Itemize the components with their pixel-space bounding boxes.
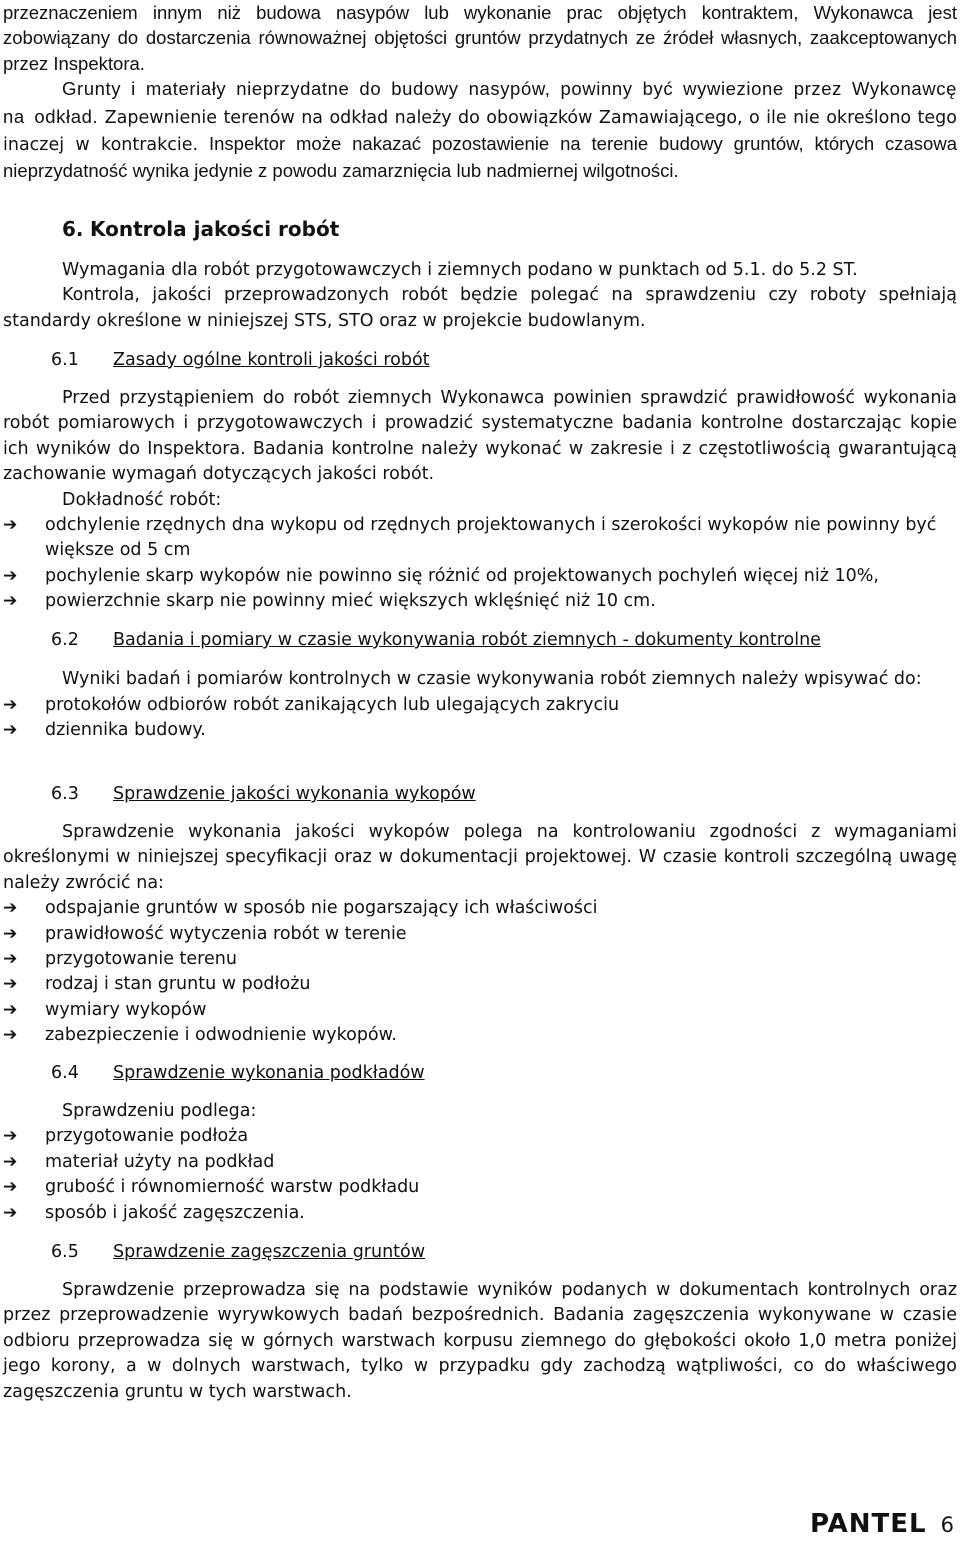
arrow-right-icon: ➔ <box>3 695 18 715</box>
intro-block <box>3 0 957 186</box>
subsection-title: Sprawdzenie wykonania podkładów <box>113 1063 425 1083</box>
page-footer <box>810 1509 954 1540</box>
s63-paragraph: Sprawdzenie wykonania jakości wykopów polega na kontrolowaniu zgodności z wymaganiami określonymi w niniejszej specyfikacji oraz w dokumentacji projektowej. W czasie kontroli szczególną uwagę należy zwrócić na: <box>3 822 957 893</box>
intro-sentence-a: Grunty i materiały nieprzydatne do budowy nasypów, powinny być wywiezione przez Wykonawcę na odkład. <box>3 78 957 127</box>
subsection-body-6-4 <box>3 1099 957 1226</box>
arrow-right-icon: ➔ <box>3 999 18 1020</box>
arrow-right-icon: ➔ <box>3 720 18 741</box>
section-heading <box>62 217 942 242</box>
subsection-body-6-5 <box>3 1278 957 1405</box>
arrow-right-icon: ➔ <box>3 565 18 586</box>
s61-list <box>3 513 957 615</box>
s62-list <box>3 693 957 744</box>
list-item: ➔ przygotowanie terenu <box>3 947 957 972</box>
list-item: ➔ sposób i jakość zagęszczenia. <box>3 1201 957 1226</box>
subsection-heading-6-4 <box>51 1061 951 1086</box>
s63-list <box>3 896 957 1048</box>
subsection-heading-6-3 <box>51 782 951 807</box>
subsection-heading-6-1 <box>51 348 951 373</box>
subsection-title: Sprawdzenie jakości wykonania wykopów <box>113 784 476 804</box>
subsection-title: Sprawdzenie zagęszczenia gruntów <box>113 1242 426 1262</box>
s65-paragraph: Sprawdzenie przeprowadza się na podstawie wyników podanych w dokumentach kontrolnych oraz przez przeprowadzenie wyrywkowych badań bezpośrednich. Badania zagęszczenia wykonywane w czasie odbioru przeprowadza się w górnych warstwach korpusu ziemnego do głębokości około 1,0 metra poniżej jego korony, a w dolnych warstwach, tylko w przypadku gdy zachodzą wątpliwości, co do właściwego zagęszczenia gruntu w tych warstwach. <box>3 1280 957 1402</box>
subsection-number: 6.4 <box>51 1063 79 1083</box>
list-item: ➔ powierzchnie skarp nie powinny mieć większych wklęśnięć niż 10 cm. <box>3 589 957 614</box>
subsection-title: Zasady ogólne kontroli jakości robót <box>113 350 430 370</box>
arrow-right-icon: ➔ <box>3 974 18 995</box>
arrow-right-icon: ➔ <box>3 1202 18 1223</box>
arrow-right-icon: ➔ <box>3 898 18 919</box>
arrow-right-icon: ➔ <box>3 591 18 612</box>
section-title: Kontrola jakości robót <box>90 217 340 241</box>
list-item: ➔ protokołów odbiorów robót zanikających lub ulegających zakryciu <box>3 693 957 718</box>
subsection-body-6-2 <box>3 666 957 744</box>
list-item: ➔ materiał użyty na podkład <box>3 1150 957 1175</box>
section6-paragraph-1: Wymagania dla robót przygotowawczych i ziemnych podano w punktach od 5.1. do 5.2 ST. <box>62 260 858 280</box>
list-item: ➔ pochylenie skarp wykopów nie powinno się różnić od projektowanych pochyleń więcej niż 10%, <box>3 564 957 589</box>
arrow-right-icon: ➔ <box>3 1025 18 1046</box>
subsection-heading-6-5 <box>51 1240 951 1265</box>
section6-paragraph-2: Kontrola, jakości przeprowadzonych robót będzie polegać na sprawdzeniu czy roboty spełniają standardy określone w niniejszej STS, STO oraz w projekcie budowlanym. <box>3 285 957 331</box>
footer-brand: PANTEL <box>810 1509 927 1539</box>
subsection-body-6-3 <box>3 820 957 1049</box>
list-item: ➔ zabezpieczenie i odwodnienie wykopów. <box>3 1023 957 1048</box>
s64-list <box>3 1124 957 1226</box>
subsection-title: Badania i pomiary w czasie wykonywania robót ziemnych - dokumenty kontrolne <box>113 630 821 650</box>
intro-paragraph-2 <box>3 76 957 186</box>
intro-paragraph-1: przeznaczeniem innym niż budowa nasypów lub wykonanie prac objętych kontraktem, Wykonawca jest zobowiązany do dostarczenia równoważnej objętości gruntów przydatnych ze źródeł własnych, zaakceptowanych przez Inspektora. <box>3 2 957 74</box>
intro-sentence-b: Zapewnienie terenów na odkład należy do obowiązków Zamawiającego, o ile nie określono tego inaczej w kontrakcie. <box>3 107 958 156</box>
list-item: ➔ dziennika budowy. <box>3 718 957 743</box>
section-number: 6. <box>62 217 84 241</box>
arrow-right-icon: ➔ <box>3 949 18 970</box>
arrow-right-icon: ➔ <box>3 515 18 536</box>
list-item: ➔ odchylenie rzędnych dna wykopu od rzędnych projektowanych i szerokości wykopów nie powinny być większe od 5 cm <box>3 515 937 561</box>
s61-lead: Dokładność robót: <box>62 489 222 510</box>
list-item: ➔ wymiary wykopów <box>3 998 957 1023</box>
list-item: ➔ grubość i równomierność warstw podkładu <box>3 1175 957 1200</box>
subsection-heading-6-2 <box>51 628 951 653</box>
list-item: ➔ przygotowanie podłoża <box>3 1124 957 1149</box>
subsection-number: 6.3 <box>51 784 79 804</box>
list-item: ➔ prawidłowość wytyczenia robót w terenie <box>3 922 957 947</box>
page-number: 6 <box>940 1513 954 1537</box>
arrow-right-icon: ➔ <box>3 923 18 944</box>
subsection-number: 6.2 <box>51 630 79 650</box>
subsection-number: 6.1 <box>51 350 79 370</box>
list-item: ➔ rodzaj i stan gruntu w podłożu <box>3 972 957 997</box>
section6-text <box>3 258 957 334</box>
arrow-right-icon: ➔ <box>3 1151 18 1172</box>
arrow-right-icon: ➔ <box>3 1126 18 1147</box>
subsection-body-6-1 <box>3 386 957 615</box>
s61-paragraph: Przed przystąpieniem do robót ziemnych Wykonawca powinien sprawdzić prawidłowość wykonania robót pomiarowych i przygotowawczych i prowadzić systematyczne badania kontrolne dostarczając kopie ich wyników do Inspektora. Badania kontrolne należy wykonać w zakresie i z częstotliwością gwarantującą zachowanie wymagań dotyczących jakości robót. <box>3 388 957 485</box>
s64-lead: Sprawdzeniu podlega: <box>62 1101 257 1121</box>
subsection-number: 6.5 <box>51 1242 79 1262</box>
arrow-right-icon: ➔ <box>3 1177 18 1198</box>
intro-sentence-c: Inspektor może nakazać pozostawienie na terenie budowy gruntów, których czasowa nieprzydatność wynika jedynie z powodu zamarznięcia lub nadmiernej wilgotności. <box>3 133 957 182</box>
s62-paragraph: Wyniki badań i pomiarów kontrolnych w czasie wykonywania robót ziemnych należy wpisywać do: <box>62 669 922 689</box>
list-item: ➔ odspajanie gruntów w sposób nie pogarszający ich właściwości <box>3 896 957 921</box>
